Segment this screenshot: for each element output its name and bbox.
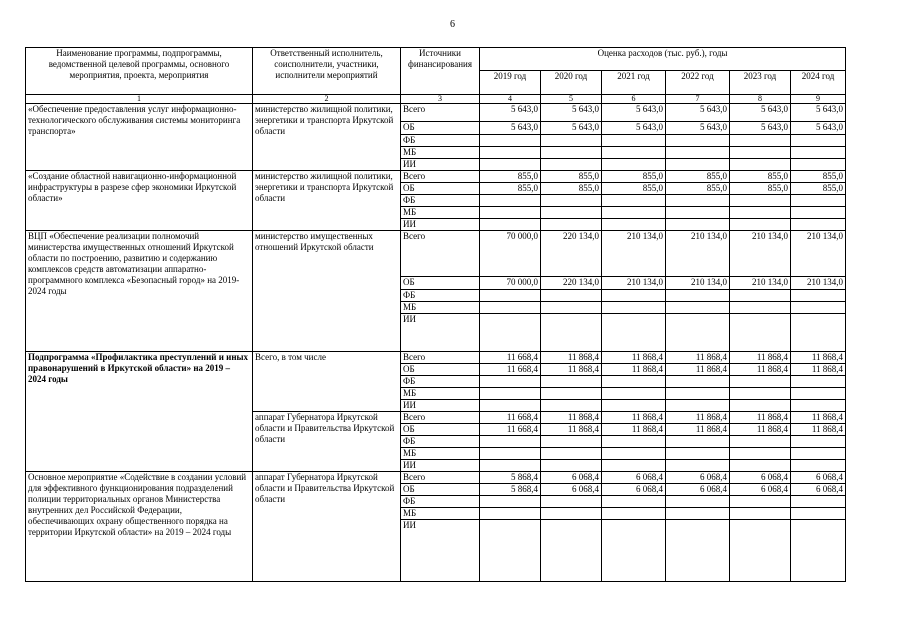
header-year: 2019 год bbox=[480, 71, 541, 95]
amount-cell bbox=[791, 290, 846, 302]
amount-cell bbox=[480, 195, 541, 207]
table-row bbox=[26, 171, 846, 183]
amount-cell bbox=[541, 508, 602, 520]
amount-cell bbox=[730, 219, 791, 231]
amount-cell bbox=[541, 460, 602, 472]
header-executor: Ответственный исполнитель, соисполнители, участники, исполнители мероприятий bbox=[253, 48, 401, 95]
amount-cell bbox=[602, 448, 666, 460]
amount-cell: 855,0 bbox=[730, 171, 791, 183]
amount-cell: 5 643,0 bbox=[730, 104, 791, 122]
amount-cell: 11 868,4 bbox=[602, 352, 666, 364]
amount-cell bbox=[541, 219, 602, 231]
amount-cell bbox=[480, 460, 541, 472]
column-number: 7 bbox=[666, 95, 730, 104]
amount-cell bbox=[602, 207, 666, 219]
amount-cell: 6 068,4 bbox=[666, 472, 730, 484]
amount-cell: 11 868,4 bbox=[666, 364, 730, 376]
amount-cell: 210 134,0 bbox=[602, 277, 666, 290]
amount-cell: 11 868,4 bbox=[666, 424, 730, 436]
source-label: МБ bbox=[401, 448, 480, 460]
header-name: Наименование программы, подпрограммы, ведомственной целевой программы, основного мероприятия, проекта, мероприятия bbox=[26, 48, 253, 95]
amount-cell bbox=[791, 460, 846, 472]
amount-cell: 5 643,0 bbox=[480, 122, 541, 135]
amount-cell bbox=[791, 195, 846, 207]
amount-cell: 11 868,4 bbox=[730, 352, 791, 364]
amount-cell bbox=[730, 314, 791, 352]
amount-cell: 11 868,4 bbox=[730, 424, 791, 436]
amount-cell bbox=[730, 147, 791, 159]
amount-cell bbox=[480, 448, 541, 460]
table-row bbox=[26, 231, 846, 277]
amount-cell bbox=[666, 195, 730, 207]
source-label: Всего bbox=[401, 231, 480, 277]
amount-cell bbox=[480, 219, 541, 231]
amount-cell: 6 068,4 bbox=[730, 484, 791, 496]
amount-cell bbox=[666, 147, 730, 159]
source-label: Всего bbox=[401, 104, 480, 122]
column-number: 4 bbox=[480, 95, 541, 104]
amount-cell bbox=[666, 207, 730, 219]
amount-cell bbox=[541, 496, 602, 508]
amount-cell: 6 068,4 bbox=[791, 484, 846, 496]
amount-cell: 210 134,0 bbox=[791, 231, 846, 277]
amount-cell: 11 868,4 bbox=[791, 412, 846, 424]
source-label: ОБ bbox=[401, 277, 480, 290]
amount-cell bbox=[602, 290, 666, 302]
header-year: 2020 год bbox=[541, 71, 602, 95]
amount-cell: 11 868,4 bbox=[541, 364, 602, 376]
amount-cell bbox=[666, 508, 730, 520]
header-year: 2023 год bbox=[730, 71, 791, 95]
amount-cell bbox=[730, 520, 791, 582]
amount-cell: 5 868,4 bbox=[480, 472, 541, 484]
row-executor: министерство жилищной политики, энергетики и транспорта Иркутской области bbox=[253, 104, 401, 171]
table-row bbox=[26, 472, 846, 484]
amount-cell bbox=[730, 195, 791, 207]
amount-cell bbox=[791, 508, 846, 520]
amount-cell bbox=[480, 376, 541, 388]
table-row bbox=[26, 352, 846, 364]
amount-cell bbox=[730, 207, 791, 219]
amount-cell: 11 868,4 bbox=[602, 412, 666, 424]
amount-cell: 5 643,0 bbox=[541, 104, 602, 122]
column-number: 6 bbox=[602, 95, 666, 104]
amount-cell bbox=[730, 448, 791, 460]
amount-cell bbox=[791, 159, 846, 171]
amount-cell bbox=[541, 376, 602, 388]
row-executor: аппарат Губернатора Иркутской области и Правительства Иркутской области bbox=[253, 472, 401, 582]
amount-cell bbox=[666, 460, 730, 472]
amount-cell bbox=[541, 195, 602, 207]
amount-cell: 6 068,4 bbox=[541, 484, 602, 496]
amount-cell bbox=[541, 448, 602, 460]
amount-cell bbox=[666, 219, 730, 231]
amount-cell bbox=[541, 520, 602, 582]
amount-cell bbox=[730, 400, 791, 412]
amount-cell bbox=[666, 400, 730, 412]
amount-cell bbox=[791, 314, 846, 352]
source-label: ИИ bbox=[401, 159, 480, 171]
amount-cell bbox=[602, 520, 666, 582]
header-source: Источники финансирования bbox=[401, 48, 480, 95]
amount-cell: 5 643,0 bbox=[666, 122, 730, 135]
amount-cell bbox=[480, 520, 541, 582]
row-title: Основное мероприятие «Содействие в создании условий для эффективного функционирования подразделений полиции территориальных органов Министерства внутренних дел Российской Федерации, обеспечивающих охрану общественного порядка на территории Иркутской области» на 2019 – 2024 годы bbox=[26, 472, 253, 582]
amount-cell bbox=[602, 376, 666, 388]
amount-cell bbox=[730, 436, 791, 448]
amount-cell bbox=[602, 195, 666, 207]
header-year: 2024 год bbox=[791, 71, 846, 95]
source-label: МБ bbox=[401, 147, 480, 159]
row-executor: министерство жилищной политики, энергетики и транспорта Иркутской области bbox=[253, 171, 401, 231]
amount-cell: 11 868,4 bbox=[666, 352, 730, 364]
source-label: ИИ bbox=[401, 219, 480, 231]
amount-cell bbox=[541, 400, 602, 412]
amount-cell: 210 134,0 bbox=[666, 231, 730, 277]
table-row bbox=[26, 104, 846, 122]
budget-table bbox=[25, 47, 846, 582]
amount-cell bbox=[791, 520, 846, 582]
source-label: ФБ bbox=[401, 436, 480, 448]
amount-cell bbox=[541, 147, 602, 159]
source-label: Всего bbox=[401, 412, 480, 424]
source-label: ИИ bbox=[401, 460, 480, 472]
column-number: 5 bbox=[541, 95, 602, 104]
amount-cell: 6 068,4 bbox=[666, 484, 730, 496]
amount-cell: 5 643,0 bbox=[541, 122, 602, 135]
amount-cell bbox=[791, 219, 846, 231]
amount-cell: 5 643,0 bbox=[602, 122, 666, 135]
source-label: ФБ bbox=[401, 376, 480, 388]
amount-cell: 11 868,4 bbox=[602, 424, 666, 436]
source-label: ФБ bbox=[401, 135, 480, 147]
page-number: 6 bbox=[450, 19, 455, 30]
amount-cell: 70 000,0 bbox=[480, 277, 541, 290]
amount-cell bbox=[730, 302, 791, 314]
amount-cell bbox=[480, 135, 541, 147]
amount-cell bbox=[602, 436, 666, 448]
table-body bbox=[26, 104, 846, 582]
amount-cell bbox=[666, 520, 730, 582]
source-label: Всего bbox=[401, 171, 480, 183]
amount-cell bbox=[602, 147, 666, 159]
source-label: МБ bbox=[401, 207, 480, 219]
amount-cell: 11 868,4 bbox=[791, 424, 846, 436]
amount-cell: 5 643,0 bbox=[666, 104, 730, 122]
amount-cell: 11 868,4 bbox=[730, 364, 791, 376]
amount-cell: 5 643,0 bbox=[602, 104, 666, 122]
amount-cell bbox=[541, 436, 602, 448]
source-label: ИИ bbox=[401, 314, 480, 352]
amount-cell bbox=[666, 376, 730, 388]
amount-cell bbox=[602, 135, 666, 147]
amount-cell: 6 068,4 bbox=[541, 472, 602, 484]
amount-cell: 855,0 bbox=[480, 171, 541, 183]
amount-cell: 5 643,0 bbox=[791, 104, 846, 122]
amount-cell bbox=[730, 508, 791, 520]
amount-cell: 855,0 bbox=[791, 171, 846, 183]
amount-cell bbox=[602, 508, 666, 520]
amount-cell bbox=[602, 400, 666, 412]
amount-cell bbox=[730, 388, 791, 400]
amount-cell: 210 134,0 bbox=[602, 231, 666, 277]
amount-cell bbox=[480, 388, 541, 400]
amount-cell bbox=[791, 302, 846, 314]
amount-cell bbox=[480, 207, 541, 219]
amount-cell bbox=[791, 135, 846, 147]
amount-cell bbox=[730, 460, 791, 472]
source-label: ФБ bbox=[401, 496, 480, 508]
amount-cell bbox=[480, 436, 541, 448]
amount-cell: 855,0 bbox=[602, 171, 666, 183]
amount-cell: 855,0 bbox=[541, 183, 602, 195]
amount-cell bbox=[791, 147, 846, 159]
amount-cell bbox=[730, 496, 791, 508]
source-label: ОБ bbox=[401, 424, 480, 436]
amount-cell bbox=[480, 496, 541, 508]
amount-cell bbox=[730, 135, 791, 147]
amount-cell bbox=[791, 400, 846, 412]
amount-cell: 210 134,0 bbox=[730, 231, 791, 277]
amount-cell bbox=[791, 436, 846, 448]
source-label: ОБ bbox=[401, 183, 480, 195]
amount-cell: 855,0 bbox=[541, 171, 602, 183]
amount-cell: 855,0 bbox=[730, 183, 791, 195]
amount-cell: 855,0 bbox=[791, 183, 846, 195]
amount-cell: 210 134,0 bbox=[791, 277, 846, 290]
amount-cell bbox=[666, 436, 730, 448]
amount-cell bbox=[480, 290, 541, 302]
amount-cell bbox=[602, 219, 666, 231]
amount-cell: 11 868,4 bbox=[541, 352, 602, 364]
amount-cell bbox=[666, 496, 730, 508]
amount-cell bbox=[480, 314, 541, 352]
source-label: Всего bbox=[401, 472, 480, 484]
amount-cell: 6 068,4 bbox=[602, 472, 666, 484]
amount-cell bbox=[480, 508, 541, 520]
amount-cell bbox=[791, 388, 846, 400]
amount-cell bbox=[541, 290, 602, 302]
amount-cell: 5 868,4 bbox=[480, 484, 541, 496]
column-number: 1 bbox=[26, 95, 253, 104]
source-label: ИИ bbox=[401, 400, 480, 412]
amount-cell: 11 868,4 bbox=[791, 364, 846, 376]
source-label: ОБ bbox=[401, 364, 480, 376]
source-label: ОБ bbox=[401, 122, 480, 135]
amount-cell bbox=[602, 460, 666, 472]
amount-cell bbox=[791, 448, 846, 460]
amount-cell bbox=[666, 448, 730, 460]
amount-cell bbox=[602, 388, 666, 400]
amount-cell bbox=[480, 147, 541, 159]
amount-cell bbox=[602, 496, 666, 508]
row-title: ВЦП «Обеспечение реализации полномочий министерства имущественных отношений Иркутской области по построению, развитию и содержанию комплексов средств автоматизации аппаратно-программного комплекса «Безопасный город» на 2019-2024 годы bbox=[26, 231, 253, 352]
amount-cell bbox=[730, 290, 791, 302]
amount-cell: 5 643,0 bbox=[791, 122, 846, 135]
amount-cell bbox=[666, 290, 730, 302]
column-number: 3 bbox=[401, 95, 480, 104]
amount-cell bbox=[666, 159, 730, 171]
header-costs: Оценка расходов (тыс. руб.), годы bbox=[480, 48, 846, 71]
amount-cell: 855,0 bbox=[666, 171, 730, 183]
amount-cell: 11 668,4 bbox=[480, 424, 541, 436]
row-executor: министерство имущественных отношений Иркутской области bbox=[253, 231, 401, 352]
amount-cell bbox=[480, 302, 541, 314]
amount-cell: 11 868,4 bbox=[541, 424, 602, 436]
source-label: Всего bbox=[401, 352, 480, 364]
amount-cell bbox=[541, 159, 602, 171]
header-year: 2022 год bbox=[666, 71, 730, 95]
column-number: 2 bbox=[253, 95, 401, 104]
amount-cell: 220 134,0 bbox=[541, 277, 602, 290]
source-label: МБ bbox=[401, 388, 480, 400]
row-title: «Обеспечение предоставления услуг информационно-технологического обслуживания системы мониторинга транспорта» bbox=[26, 104, 253, 171]
source-label: МБ bbox=[401, 508, 480, 520]
column-number: 9 bbox=[791, 95, 846, 104]
amount-cell bbox=[602, 302, 666, 314]
source-label: ФБ bbox=[401, 195, 480, 207]
row-executor: аппарат Губернатора Иркутской области и Правительства Иркутской области bbox=[253, 412, 401, 472]
amount-cell bbox=[541, 388, 602, 400]
amount-cell: 6 068,4 bbox=[730, 472, 791, 484]
amount-cell bbox=[666, 302, 730, 314]
amount-cell bbox=[602, 159, 666, 171]
source-label: МБ bbox=[401, 302, 480, 314]
row-title: «Создание областной навигационно-информационной инфраструктуры в разрезе сфер экономики Иркутской области» bbox=[26, 171, 253, 231]
amount-cell: 210 134,0 bbox=[730, 277, 791, 290]
amount-cell: 11 868,4 bbox=[730, 412, 791, 424]
amount-cell bbox=[791, 376, 846, 388]
amount-cell: 11 668,4 bbox=[480, 412, 541, 424]
amount-cell bbox=[666, 388, 730, 400]
amount-cell: 70 000,0 bbox=[480, 231, 541, 277]
amount-cell bbox=[541, 135, 602, 147]
amount-cell bbox=[480, 159, 541, 171]
amount-cell: 11 868,4 bbox=[602, 364, 666, 376]
amount-cell: 11 668,4 bbox=[480, 352, 541, 364]
amount-cell: 210 134,0 bbox=[666, 277, 730, 290]
amount-cell bbox=[602, 314, 666, 352]
amount-cell bbox=[480, 400, 541, 412]
amount-cell bbox=[730, 159, 791, 171]
amount-cell: 855,0 bbox=[666, 183, 730, 195]
row-title: Подпрограмма «Профилактика преступлений и иных правонарушений в Иркутской области» на 2019 – 2024 годы bbox=[26, 352, 253, 472]
amount-cell bbox=[666, 135, 730, 147]
row-executor: Всего, в том числе bbox=[253, 352, 401, 412]
amount-cell bbox=[541, 302, 602, 314]
amount-cell: 855,0 bbox=[602, 183, 666, 195]
amount-cell: 220 134,0 bbox=[541, 231, 602, 277]
amount-cell bbox=[791, 496, 846, 508]
amount-cell: 11 868,4 bbox=[666, 412, 730, 424]
amount-cell: 5 643,0 bbox=[480, 104, 541, 122]
amount-cell: 11 868,4 bbox=[541, 412, 602, 424]
amount-cell: 6 068,4 bbox=[602, 484, 666, 496]
column-number: 8 bbox=[730, 95, 791, 104]
amount-cell: 11 668,4 bbox=[480, 364, 541, 376]
amount-cell bbox=[666, 314, 730, 352]
amount-cell: 11 868,4 bbox=[791, 352, 846, 364]
source-label: ИИ bbox=[401, 520, 480, 582]
amount-cell: 5 643,0 bbox=[730, 122, 791, 135]
header-year: 2021 год bbox=[602, 71, 666, 95]
amount-cell bbox=[541, 314, 602, 352]
amount-cell bbox=[541, 207, 602, 219]
source-label: ФБ bbox=[401, 290, 480, 302]
amount-cell: 855,0 bbox=[480, 183, 541, 195]
amount-cell bbox=[791, 207, 846, 219]
amount-cell: 6 068,4 bbox=[791, 472, 846, 484]
source-label: ОБ bbox=[401, 484, 480, 496]
amount-cell bbox=[730, 376, 791, 388]
